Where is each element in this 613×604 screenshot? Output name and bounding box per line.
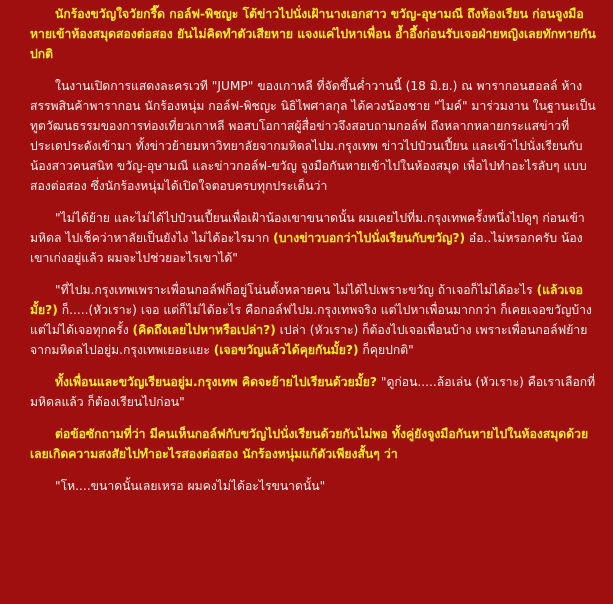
highlighted-question: (เจอขวัญแล้วได้คุยกันมั้ย?) (213, 343, 359, 357)
paragraph-quote (30, 208, 599, 268)
paragraph-quote (30, 476, 599, 496)
emphasis-text: ต่อข้อซักถามที่ว่า มีคนเห็นกอล์ฟกับขวัญไปนั่งเรียนด้วยกันไม่พอ ทั้งคู่ยังจูงมือกันหายไปในห้องสมุดด้วย เลยเกิดความสงสัยไปทำอะไรสองต่อสอง นักร้องหนุ่มแก้ตัวเพียงสั้นๆ ว่า (30, 427, 589, 461)
paragraph-body (30, 372, 599, 412)
body-text: ในงานเปิดการแสดงละครเวที "JUMP" ของเกาหลี ที่จัดขึ้นค่ำวานนี้ (18 มิ.ย.) ณ พารากอนฮอลล์ ห้างสรรพสินค้าพารากอน นักร้องหนุ่ม กอล์ฟ-พิชญะ นิธิไพศาลกุล ได้ควงน้องชาย "ไมค์" มาร่วมงาน ในฐานะเป็นทูตวัฒนธรรมของการท่องเที่ยวเกาหลี พอสบโอกาสผู้สื่อข่าวจึงสอบถามกอล์ฟ ถึงหลากหลายกระแสข่าวที่ประเดประดังเข้ามา ทั้งข่าวย้ายมหาวิทยาลัยจากมหิดลไปม.กรุงเทพ ข่าวไปป๋วนเปี้ยน และเข้าไปนั่งเรียนกับน้องสาวคนสนิท ขวัญ-อุษามณี และข่าวกอล์ฟ-ขวัญ จูงมือกันหายเข้าไปในห้องสมุด เพื่อไปทำอะไรลับๆ แบบสองต่อสอง ซึ่งนักร้องหนุ่มได้เปิดใจตอบครบทุกประเด็นว่า (30, 79, 596, 193)
body-text: เปล่า (หัวเราะ) ก็ต้องไปเจอเพื่อนบ้าง เพราะเพื่อนกอล์ฟย้ายจากมหิดลไปอยู่ม.กรุงเทพเยอะแยะ (30, 323, 588, 357)
emphasis-text: ทั้งเพื่อนและขวัญเรียนอยู่ม.กรุงเทพ คิดจะย้ายไปเรียนด้วยมั้ย? (55, 375, 377, 389)
body-text: ก็คุยปกติ" (358, 343, 414, 357)
highlighted-question: (คิดถึงเลยไปหาหรือเปล่า?) (132, 323, 276, 337)
body-text: "ที่ไปม.กรุงเทพเพราะเพื่อนกอล์ฟก็อยู่โน่นตั้งหลายคน ไม่ได้ไปเพราะขวัญ ถ้าเจอก็ไม่ได้อะไร (55, 283, 537, 297)
paragraph-intro (30, 0, 599, 64)
highlighted-question: (บางข่าวบอกว่าไปนั่งเรียนกับขวัญ?) (273, 231, 466, 245)
body-text: "ไม่ได้ย้าย และไม่ได้ไปป๋วนเปี้ยนเพื่อเฝ้าน้องเขาขนาดนั้น ผมเคยไปที่ม.กรุงเทพครั้งหนึ่งไปดูๆ ก่อนเข้ามหิดล ไปเช็คว่าหาลัยเป็นยังไง ไม่ได้อะไรมาก (30, 211, 585, 245)
paragraph-quote (30, 280, 599, 360)
paragraph-body (30, 76, 599, 196)
body-text: อ๋อ..ไม่หรอกครับ น้องเขาเก่งอยู่แล้ว ผมจะไปช่วยอะไรเขาได้" (30, 231, 583, 265)
emphasis-text: นักร้องขวัญใจวัยกรี๊ด กอล์ฟ-พิชญะ โต้ข่าวไปนั่งเฝ้านางเอกสาว ขวัญ-อุษามณี ถึงห้องเรียน ก่อนจูงมือหายเข้าห้องสมุดสองต่อสอง ยันไม่คิดทำตัวเสียหาย แจงแค่ไปหาเพื่อน อ้ำอึ้งก่อนรับเจอฝ่ายหญิงเลยทักทายกันปกติ (30, 7, 596, 61)
body-text: ก็.....(หัวเราะ) เจอ แต่ก็ไม่ได้อะไร คือกอล์ฟไปม.กรุงเทพจริง แต่ไปหาเพื่อนมากกว่า ก็เคยเจอขวัญบ้างแต่ไม่ได้เจอทุกครั้ง (30, 303, 592, 337)
body-text: "โห....ขนาดนั้นเลยเหรอ ผมคงไม่ได้อะไรขนาดนั้น" (55, 479, 326, 493)
body-text: "ดูก่อน.....ล้อเล่น (หัวเราะ) คือเราเลือกที่มหิดลแล้ว ก็ต้องเรียนไปก่อน" (30, 375, 596, 409)
paragraph-body (30, 424, 599, 464)
highlighted-question: (แล้วเจอมั้ย?) (30, 283, 583, 317)
